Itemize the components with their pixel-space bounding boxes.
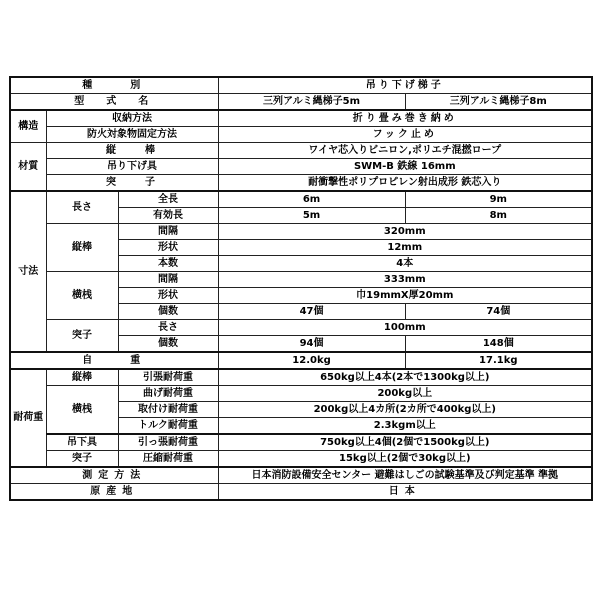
- value-weight-8m: 17.1kg: [405, 352, 592, 369]
- label-load-protrusion-compression: 圧縮耐荷重: [118, 451, 218, 468]
- row-load-protrusion: [10, 451, 592, 468]
- label-storage: 収納方法: [46, 110, 218, 127]
- spec-table: [9, 76, 593, 501]
- label-origin: 原産地: [10, 484, 218, 501]
- value-load-rung-mounting: 200kg以上4カ所(2カ所で400kg以上): [218, 402, 592, 418]
- sub-load-hanger: 吊下具: [46, 434, 118, 451]
- label-protrusion-length: 長さ: [118, 320, 218, 336]
- value-length-effective-8m: 8m: [405, 208, 592, 224]
- label-method: 測定方法: [10, 467, 218, 484]
- label-length-total: 全長: [118, 191, 218, 208]
- row-load-vbar: [10, 369, 592, 386]
- value-material-protrusion: 耐衝撃性ポリプロピレン射出成形 鉄芯入り: [218, 175, 592, 192]
- group-structure: 構造: [10, 110, 46, 143]
- value-protrusion-count-5m: 94個: [218, 336, 405, 353]
- group-dimensions: 寸法: [10, 191, 46, 352]
- label-rung-count: 個数: [118, 304, 218, 320]
- label-rung-interval: 間隔: [118, 272, 218, 288]
- value-material-vertical: ワイヤ芯入りビニロン,ポリエチ混撚ロープ: [218, 143, 592, 159]
- value-rung-count-8m: 74個: [405, 304, 592, 320]
- row-fixing: [10, 127, 592, 143]
- sub-rung: 横桟: [46, 272, 118, 320]
- row-method: [10, 467, 592, 484]
- value-load-protrusion-compression: 15kg以上(2個で30kg以上): [218, 451, 592, 468]
- value-model-5m: 三列アルミ縄梯子5m: [218, 94, 405, 111]
- value-fixing: フック止め: [218, 127, 592, 143]
- value-storage: 折り畳み巻き納め: [218, 110, 592, 127]
- value-vbar-shape: 12mm: [218, 240, 592, 256]
- sub-protrusion: 突子: [46, 320, 118, 353]
- row-vbar-interval: [10, 224, 592, 240]
- value-load-hanger-tensile: 750kg以上4個(2個で1500kg以上): [218, 434, 592, 451]
- label-weight: 自 重: [10, 352, 218, 369]
- label-protrusion-count: 個数: [118, 336, 218, 353]
- row-material-protrusion: [10, 175, 592, 192]
- value-vbar-interval: 320mm: [218, 224, 592, 240]
- value-weight-5m: 12.0kg: [218, 352, 405, 369]
- label-length-effective: 有効長: [118, 208, 218, 224]
- spec-sheet: [9, 76, 591, 501]
- group-load: 耐荷重: [10, 369, 46, 467]
- value-material-hanger: SWM-B 鉄線 16mm: [218, 159, 592, 175]
- label-model: 型 式 名: [10, 94, 218, 111]
- sub-load-vbar: 縦棒: [46, 369, 118, 386]
- value-load-vbar-tensile: 650kg以上4本(2本で1300kg以上): [218, 369, 592, 386]
- sub-load-rung: 横桟: [46, 386, 118, 435]
- label-load-rung-torque: トルク耐荷重: [118, 418, 218, 435]
- sub-vbar: 縦棒: [46, 224, 118, 272]
- value-length-total-8m: 9m: [405, 191, 592, 208]
- label-rung-shape: 形状: [118, 288, 218, 304]
- row-material-hanger: [10, 159, 592, 175]
- row-load-hanger: [10, 434, 592, 451]
- value-rung-count-5m: 47個: [218, 304, 405, 320]
- label-vbar-interval: 間隔: [118, 224, 218, 240]
- label-material-vertical: 縦 棒: [46, 143, 218, 159]
- group-material: 材質: [10, 143, 46, 192]
- label-load-rung-bending: 曲げ耐荷重: [118, 386, 218, 402]
- value-protrusion-count-8m: 148個: [405, 336, 592, 353]
- sub-length: 長さ: [46, 191, 118, 224]
- sub-load-protrusion: 突子: [46, 451, 118, 468]
- row-material-vertical: [10, 143, 592, 159]
- label-load-vbar-tensile: 引張耐荷重: [118, 369, 218, 386]
- value-vbar-count: 4本: [218, 256, 592, 272]
- row-kind: [10, 77, 592, 94]
- value-protrusion-length: 100mm: [218, 320, 592, 336]
- label-fixing: 防火対象物固定方法: [46, 127, 218, 143]
- value-model-8m: 三列アルミ縄梯子8m: [405, 94, 592, 111]
- value-length-total-5m: 6m: [218, 191, 405, 208]
- row-length-total: [10, 191, 592, 208]
- label-kind: 種 別: [10, 77, 218, 94]
- value-method: 日本消防設備安全センター 避難はしごの試験基準及び判定基準 準拠: [218, 467, 592, 484]
- label-load-rung-mounting: 取付け耐荷重: [118, 402, 218, 418]
- value-load-rung-torque: 2.3kgm以上: [218, 418, 592, 435]
- row-rung-interval: [10, 272, 592, 288]
- value-rung-shape: 巾19mmX厚20mm: [218, 288, 592, 304]
- row-model: [10, 94, 592, 111]
- value-origin: 日本: [218, 484, 592, 501]
- label-load-hanger-tensile: 引っ張耐荷重: [118, 434, 218, 451]
- value-rung-interval: 333mm: [218, 272, 592, 288]
- row-origin: [10, 484, 592, 501]
- row-protrusion-length: [10, 320, 592, 336]
- value-length-effective-5m: 5m: [218, 208, 405, 224]
- label-material-protrusion: 突 子: [46, 175, 218, 192]
- label-material-hanger: 吊り下げ具: [46, 159, 218, 175]
- row-weight: [10, 352, 592, 369]
- value-kind: 吊り下げ梯子: [218, 77, 592, 94]
- row-storage: [10, 110, 592, 127]
- row-load-rung-bending: [10, 386, 592, 402]
- label-vbar-shape: 形状: [118, 240, 218, 256]
- value-load-rung-bending: 200kg以上: [218, 386, 592, 402]
- label-vbar-count: 本数: [118, 256, 218, 272]
